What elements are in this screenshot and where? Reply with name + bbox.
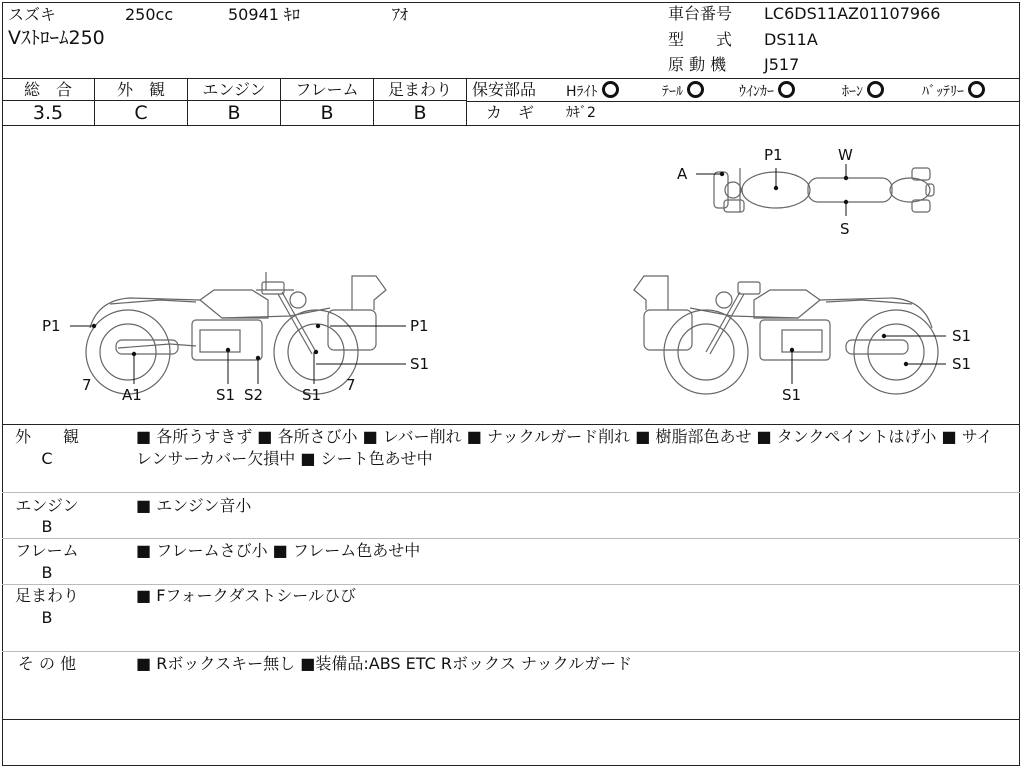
type-no: DS11A <box>764 30 818 49</box>
grade-suspension-value: B <box>413 102 427 124</box>
right-side-motorcycle <box>634 276 938 394</box>
mileage: 50941 ｷﾛ <box>228 5 300 24</box>
section-engine-text: ■ エンジン音小 <box>136 496 252 515</box>
section-engine-label: エンジン <box>15 496 79 515</box>
left-label-p1-front: P1 <box>410 317 429 335</box>
top-label-s: S <box>840 220 850 238</box>
section-frame-text: ■ フレームさび小 ■ フレーム色あせ中 <box>136 541 421 560</box>
top-label-a: A <box>677 165 688 183</box>
section-engine-grade: B <box>41 517 53 536</box>
grade-exterior-label: 外 観 <box>116 80 165 99</box>
grade-overall-value: 3.5 <box>32 102 64 124</box>
key-value: ｶｷﾞ2 <box>566 105 596 121</box>
section-suspension-label: 足まわり <box>14 586 79 605</box>
section-divider-2 <box>2 538 1020 539</box>
top-view-motorcycle <box>714 168 934 212</box>
grade-engine-value: B <box>227 102 241 124</box>
grade-frame-label: フレーム <box>295 80 359 99</box>
left-label-s1-engine: S1 <box>216 386 236 404</box>
safety-parts-label: 保安部品 <box>472 80 537 99</box>
right-label-s1-lower: S1 <box>952 355 972 373</box>
engine-no: J517 <box>764 55 800 74</box>
grade-engine-label: エンジン <box>202 80 266 99</box>
section-suspension-grade: B <box>41 608 53 627</box>
headlight-label: Hﾗｲﾄ <box>566 84 598 100</box>
right-label-s1-bottom: S1 <box>782 386 802 404</box>
right-label-s1-upper: S1 <box>952 327 972 345</box>
top-label-w: W <box>838 146 853 164</box>
left-label-7-front: 7 <box>346 376 356 394</box>
section-suspension-text: ■ Fフォークダストシールひび <box>136 586 356 605</box>
color: ｱｵ <box>392 5 409 24</box>
frame-no-label: 車台番号 <box>668 4 733 23</box>
model-name: Vｽﾄﾛｰﾑ250 <box>8 27 105 49</box>
section-frame-grade: B <box>41 563 53 582</box>
section-divider-4 <box>2 651 1020 652</box>
maker: スズキ <box>8 5 57 24</box>
horn-label: ﾎｰﾝ <box>842 84 863 100</box>
diagram-bottom-line <box>2 424 1020 425</box>
left-label-a1: A1 <box>122 386 142 404</box>
section-other-text: ■ Rボックスキー無し ■装備品:ABS ETC Rボックス ナックルガード <box>136 654 633 673</box>
section-frame-label: フレーム <box>15 541 79 560</box>
left-label-7-rear: 7 <box>82 376 92 394</box>
left-label-s1-fork: S1 <box>410 355 430 373</box>
section-other-label: そ の 他 <box>17 654 77 673</box>
top-label-p1: P1 <box>764 146 783 164</box>
left-side-motorcycle <box>86 272 386 394</box>
left-label-p1-rear: P1 <box>42 317 61 335</box>
engine-no-label: 原 動 機 <box>668 55 727 74</box>
displacement: 250cc <box>125 5 174 24</box>
section-bottom-line <box>2 719 1020 720</box>
type-label: 型 式 <box>668 30 733 49</box>
left-label-s1-front: S1 <box>302 386 322 404</box>
winker-label: ｳｲﾝｶｰ <box>739 84 774 100</box>
battery-label: ﾊﾞｯﾃﾘｰ <box>922 84 964 100</box>
section-exterior-label: 外 観 <box>14 427 79 446</box>
frame-no: LC6DS11AZ01107966 <box>764 4 941 23</box>
tail-label: ﾃｰﾙ <box>662 84 683 100</box>
section-exterior-grade: C <box>41 449 53 468</box>
left-label-s2: S2 <box>244 386 264 404</box>
grade-frame-value: B <box>320 102 334 124</box>
grade-suspension-label: 足まわり <box>387 80 452 99</box>
grade-overall-label: 総 合 <box>23 80 72 99</box>
section-divider-1 <box>2 492 1020 493</box>
section-exterior-text: ■ 各所うすきず ■ 各所さび小 ■ レバー削れ ■ ナックルガード削れ ■ 樹脂部色あせ ■ タンクペイントはげ小 ■ サイレンサーカバー欠損中 ■ シート色あせ中 <box>136 427 993 468</box>
key-label: カ ギ <box>486 103 535 122</box>
grade-exterior-value: C <box>134 102 148 124</box>
